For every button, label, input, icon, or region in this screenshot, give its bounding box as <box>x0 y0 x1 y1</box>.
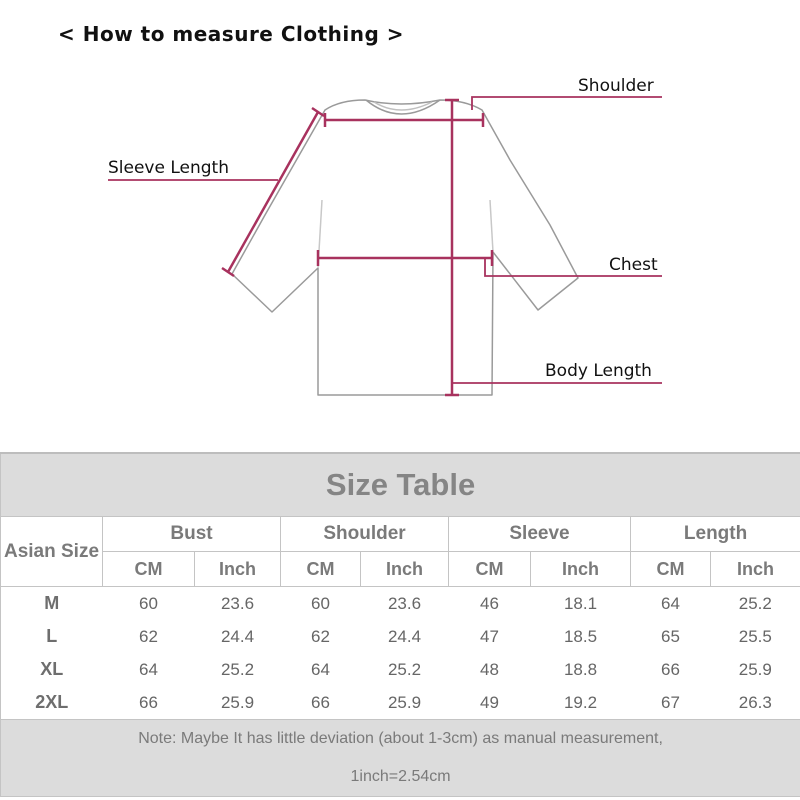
table-cell: 25.2 <box>387 659 422 679</box>
table-cell: 19.2 <box>531 686 631 720</box>
asian-size-header: Asian Size <box>1 517 103 587</box>
sleeve-length-label: Sleeve Length <box>108 158 229 178</box>
table-cell: 60 <box>311 593 330 613</box>
group-header-bust: Bust <box>103 517 281 552</box>
table-cell: 46 <box>480 593 499 613</box>
unit-header-cm: CM <box>281 552 361 587</box>
tshirt-illustration <box>0 60 800 440</box>
table-cell: 25.9 <box>361 686 449 720</box>
page-title: < How to measure Clothing > <box>58 22 405 46</box>
measurement-diagram <box>0 60 800 440</box>
measurement-lines <box>108 97 662 395</box>
size-note <box>1 720 800 797</box>
group-header-length: Length <box>631 517 800 552</box>
unit-header-inch: Inch <box>361 552 449 587</box>
size-note-line2: 1inch=2.54cm <box>350 768 451 785</box>
size-note-line1: Note: Maybe It has little deviation (about 1-3cm) as manual measurement, <box>138 730 663 747</box>
unit-header-inch: Inch <box>531 552 631 587</box>
table-row <box>1 620 800 653</box>
table-cell: 65 <box>661 626 680 646</box>
tshirt-outline <box>232 100 578 395</box>
table-cell: 25.5 <box>711 620 800 653</box>
size-label: L <box>1 620 103 653</box>
table-cell: 18.1 <box>563 593 598 613</box>
size-table <box>0 452 800 797</box>
unit-header-inch: Inch <box>195 552 281 587</box>
size-label: M <box>1 587 103 621</box>
table-cell: 66 <box>661 659 680 679</box>
table-cell: 62 <box>139 626 158 646</box>
unit-header-cm: CM <box>449 552 531 587</box>
chest-label: Chest <box>609 255 658 275</box>
unit-header-inch: Inch <box>711 552 800 587</box>
size-label: XL <box>1 653 103 686</box>
table-cell: 62 <box>311 626 330 646</box>
table-row <box>1 686 800 720</box>
group-header-sleeve: Sleeve <box>449 517 631 552</box>
table-cell: 64 <box>661 593 680 613</box>
size-table-title: Size Table <box>1 453 800 517</box>
table-cell: 66 <box>103 686 195 720</box>
table-cell: 23.6 <box>220 593 255 613</box>
table-cell: 49 <box>449 686 531 720</box>
table-cell: 48 <box>480 659 499 679</box>
unit-header-cm: CM <box>631 552 711 587</box>
table-cell: 24.4 <box>387 626 422 646</box>
table-cell: 25.2 <box>220 659 255 679</box>
table-cell: 60 <box>139 593 158 613</box>
table-cell: 25.9 <box>711 653 800 686</box>
table-cell: 47 <box>480 626 499 646</box>
table-cell: 64 <box>311 659 330 679</box>
table-cell: 23.6 <box>387 593 422 613</box>
table-cell: 66 <box>281 686 361 720</box>
unit-header-cm: CM <box>103 552 195 587</box>
size-table-body <box>1 587 800 720</box>
shoulder-label: Shoulder <box>578 76 654 96</box>
table-row <box>1 587 800 621</box>
table-cell: 25.2 <box>711 587 800 621</box>
table-cell: 26.3 <box>711 686 800 720</box>
group-header-shoulder: Shoulder <box>281 517 449 552</box>
table-row <box>1 653 800 686</box>
table-cell: 24.4 <box>220 626 255 646</box>
table-cell: 67 <box>631 686 711 720</box>
size-label: 2XL <box>1 686 103 720</box>
table-cell: 25.9 <box>195 686 281 720</box>
table-cell: 64 <box>139 659 158 679</box>
table-cell: 18.8 <box>563 659 598 679</box>
body-length-label: Body Length <box>545 361 652 381</box>
table-cell: 18.5 <box>563 626 598 646</box>
